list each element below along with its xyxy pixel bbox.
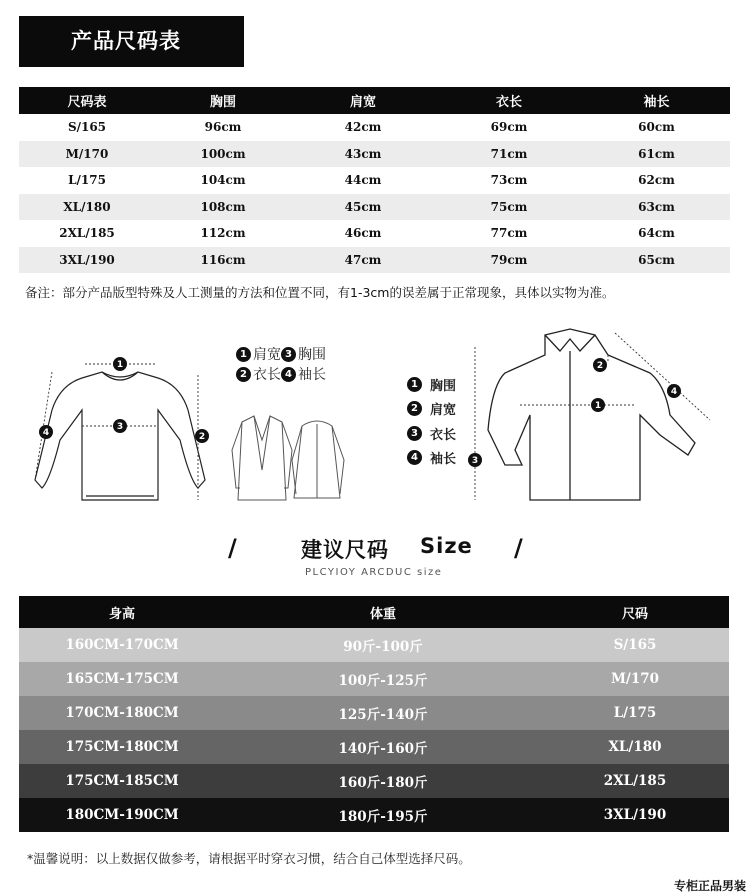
slash-right: / [514, 534, 523, 562]
legend-label: 肩宽 [430, 403, 457, 419]
table-row [19, 220, 730, 247]
cell-size: L/175 [613, 705, 657, 721]
cell-chest: 108cm [200, 199, 246, 214]
cell-shoulder: 42cm [344, 120, 382, 135]
page-title: 产品尺码表 [19, 16, 244, 67]
table-row [19, 247, 730, 274]
sweater-legend [236, 344, 326, 384]
section-subtitle: PLCYIOY ARCDUC size [305, 567, 443, 578]
cell-size: M/170 [610, 671, 660, 687]
legend-label: 肩宽 [253, 347, 281, 363]
cell-height: 180CM-190CM [65, 807, 179, 823]
cell-sleeve: 63cm [638, 199, 675, 214]
marker-1-label: 1 [594, 401, 602, 411]
cell-length: 71cm [490, 146, 528, 161]
header-cell: 尺码表 [67, 95, 107, 110]
sweater-measure-diagram [30, 340, 230, 515]
table-row [19, 167, 730, 194]
cell-chest: 112cm [200, 226, 246, 241]
legend-num: 2 [407, 401, 422, 416]
cell-size: L/175 [68, 173, 106, 188]
slash-left: / [228, 534, 237, 562]
section-title-cn: 建议尺码 [301, 538, 389, 562]
cell-chest: 116cm [200, 252, 246, 267]
cell-sleeve: 65cm [638, 252, 675, 267]
cell-size: XL/180 [63, 199, 111, 214]
cell-shoulder: 47cm [344, 252, 382, 267]
shirt-legend [407, 372, 456, 470]
cell-size: 2XL/185 [59, 226, 115, 241]
tips-text: *温馨说明：以上数据仅做参考，请根据平时穿衣习惯，结合自己体型选择尺码。 [27, 851, 471, 866]
table-row [19, 798, 729, 832]
cell-length: 69cm [490, 120, 528, 135]
section-heading [0, 534, 750, 564]
note-text: 备注：部分产品版型特殊及人工测量的方法和位置不同，有1-3cm的误差属于正常现象，具体以实物为准。 [25, 285, 615, 300]
table-row [19, 696, 729, 730]
legend-num: 3 [407, 426, 422, 441]
table-row [19, 764, 729, 798]
recommend-table-header [19, 596, 729, 628]
table-row [19, 628, 729, 662]
legend-num: 2 [236, 367, 251, 382]
cell-height: 175CM-185CM [65, 773, 179, 789]
table-row [19, 141, 730, 168]
cell-shoulder: 43cm [344, 146, 382, 161]
size-table-header [19, 87, 730, 114]
table-row [19, 662, 729, 696]
cell-weight: 140斤-160斤 [338, 741, 428, 757]
legend-label: 衣长 [253, 367, 281, 383]
marker-2-label: 2 [596, 361, 604, 371]
legend-num: 4 [281, 367, 296, 382]
legend-num: 1 [407, 377, 422, 392]
cell-height: 175CM-180CM [65, 739, 179, 755]
header-cell: 衣长 [495, 95, 522, 110]
cell-size: S/165 [67, 120, 107, 135]
cell-shoulder: 46cm [344, 226, 382, 241]
cell-weight: 160斤-180斤 [338, 775, 428, 791]
cell-size: XL/180 [608, 739, 662, 755]
cell-height: 170CM-180CM [65, 705, 179, 721]
legend-label: 袖长 [298, 367, 326, 383]
marker-1-label: 1 [116, 360, 124, 370]
marker-3-label: 3 [471, 456, 479, 466]
cell-weight: 180斤-195斤 [338, 809, 428, 825]
shirt-measure-diagram [460, 325, 730, 510]
cell-weight: 125斤-140斤 [338, 707, 428, 723]
header-cell: 袖长 [643, 95, 670, 110]
cell-weight: 100斤-125斤 [338, 673, 428, 689]
cell-height: 165CM-175CM [65, 671, 179, 687]
marker-2-label: 2 [198, 432, 206, 442]
legend-num: 3 [281, 347, 296, 362]
table-row [19, 114, 730, 141]
table-row [19, 194, 730, 221]
cell-length: 75cm [490, 199, 528, 214]
header-cell: 尺码 [621, 606, 648, 622]
cell-length: 77cm [490, 226, 528, 241]
legend-num: 4 [407, 450, 422, 465]
cell-sleeve: 64cm [638, 226, 675, 241]
header-cell: 体重 [369, 606, 396, 622]
cell-sleeve: 62cm [638, 173, 675, 188]
marker-4-label: 4 [42, 428, 50, 438]
cell-sleeve: 60cm [638, 120, 675, 135]
jacket-sketch [222, 410, 352, 510]
legend-label: 胸围 [430, 378, 457, 394]
cell-sleeve: 61cm [638, 146, 675, 161]
cell-chest: 100cm [200, 146, 246, 161]
cell-length: 79cm [490, 252, 528, 267]
cell-size: S/165 [613, 637, 657, 653]
marker-3-label: 3 [116, 422, 124, 432]
size-table [19, 87, 730, 273]
header-cell: 肩宽 [349, 95, 376, 110]
legend-label: 胸围 [298, 347, 326, 363]
cell-size: 3XL/190 [59, 252, 115, 267]
header-cell: 胸围 [209, 95, 236, 110]
marker-4-label: 4 [670, 387, 678, 397]
table-row [19, 730, 729, 764]
legend-label: 袖长 [430, 452, 457, 468]
brand-badge: 专柜正品男装 [673, 879, 746, 893]
cell-height: 160CM-170CM [65, 637, 179, 653]
cell-chest: 96cm [204, 120, 242, 135]
cell-size: M/170 [65, 146, 109, 161]
legend-label: 衣长 [430, 427, 457, 443]
header-cell: 身高 [108, 606, 135, 622]
cell-shoulder: 44cm [344, 173, 382, 188]
cell-weight: 90斤-100斤 [343, 639, 423, 655]
cell-shoulder: 45cm [344, 199, 382, 214]
cell-size: 2XL/185 [603, 773, 667, 789]
cell-length: 73cm [490, 173, 528, 188]
cell-chest: 104cm [200, 173, 246, 188]
recommend-table [19, 596, 729, 832]
cell-size: 3XL/190 [603, 807, 667, 823]
legend-num: 1 [236, 347, 251, 362]
section-title-en: Size [420, 534, 473, 558]
